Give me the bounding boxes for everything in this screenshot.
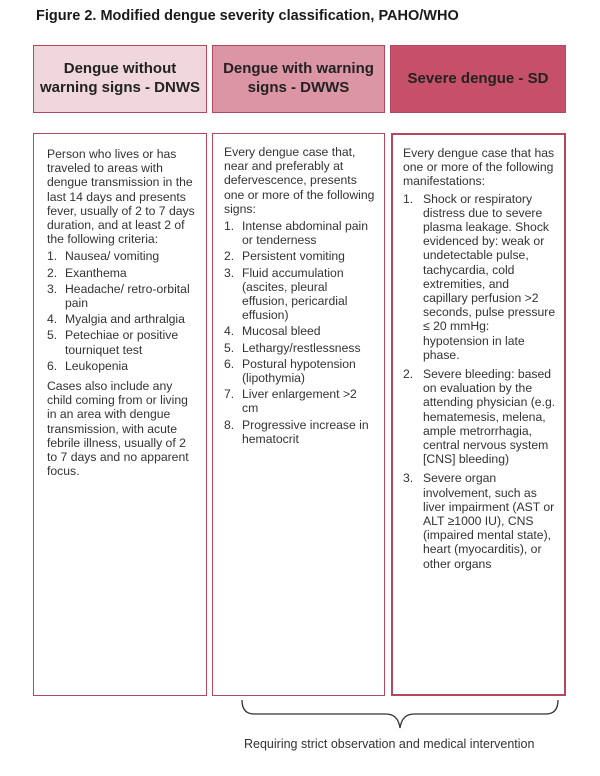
item-number: 2. [47, 265, 58, 280]
list-item [224, 324, 376, 338]
header-dwws-label: Dengue with warning signs - DWWS [223, 60, 374, 96]
item-number: 2. [403, 367, 414, 382]
header-dnws [33, 45, 207, 113]
item-text: Mucosal bleed [242, 324, 321, 339]
item-number: 8. [224, 417, 235, 432]
item-text: Leukopenia [65, 358, 129, 373]
footer-note: Requiring strict observation and medical intervention [244, 737, 535, 751]
item-text: Postural hypotension (lipothymia) [242, 356, 356, 386]
list-item [47, 282, 196, 310]
sd-intro: Every dengue case that has one or more of the following manifestations: [403, 146, 555, 189]
item-text: Persistent vomiting [242, 249, 345, 264]
list-item [47, 249, 196, 263]
dnws-criteria-list [47, 249, 196, 373]
item-number: 6. [47, 358, 58, 373]
sd-criteria-box [391, 133, 566, 696]
list-item [47, 328, 196, 356]
item-number: 7. [224, 387, 235, 402]
item-text: Progressive increase in hematocrit [242, 417, 369, 446]
list-item [47, 312, 196, 326]
item-text: Intense abdominal pain or tenderness [242, 219, 369, 248]
header-sd-label: Severe dengue - SD [407, 69, 549, 87]
dwws-intro: Every dengue case that, near and preferably at defervescence, presents one or more of the following signs: [224, 145, 375, 216]
dnws-extra-note: Cases also include any child coming from or living in an area with dengue transmission, with acute febrile illness, usually of 2 to 7 days and no apparent focus. [47, 379, 189, 479]
sd-criteria-list [403, 192, 556, 571]
list-item [403, 367, 556, 466]
list-item [47, 266, 196, 280]
dnws-intro: Person who lives or has traveled to areas with dengue transmission in the last 14 days and presents fever, usually of 2 to 7 days duration, and at least 2 of the following criteria: [47, 147, 195, 247]
item-number: 3. [47, 281, 58, 296]
item-number: 6. [224, 356, 235, 371]
list-item [224, 249, 376, 263]
list-item [224, 387, 376, 415]
header-dwws [212, 45, 385, 113]
item-text: Shock or respiratory distress due to severe plasma leakage. Shock evidenced by: weak or undetectable pulse, tachycardia, cold extremities, and capillary perfusion >2 seconds, pulse pressure ≤ 20 mmHg: hypotension in late phase. [423, 191, 556, 362]
item-number: 2. [224, 249, 235, 264]
item-number: 4. [47, 312, 58, 327]
item-text: Fluid accumulation (ascites, pleural effusion, pericardial effusion) [242, 265, 348, 323]
item-text: Severe organ involvement, such as liver impairment (AST or ALT ≥1000 IU), CNS (impaired mental state), heart (myocarditis), or other organs [423, 471, 555, 571]
item-number: 1. [403, 191, 414, 206]
list-item [224, 357, 376, 385]
item-text: Exanthema [65, 265, 127, 280]
item-text: Lethargy/restlessness [242, 340, 361, 355]
item-text: Petechiae or positive tourniquet test [65, 328, 179, 357]
item-number: 1. [47, 249, 58, 264]
dwws-criteria-box [212, 133, 385, 696]
list-item [224, 341, 376, 355]
header-sd [390, 45, 566, 113]
dnws-criteria-box [33, 133, 207, 696]
item-number: 4. [224, 324, 235, 339]
list-item [47, 359, 196, 373]
item-text: Nausea/ vomiting [65, 249, 160, 264]
header-dnws-label: Dengue without warning signs - DNWS [40, 60, 201, 96]
item-number: 3. [224, 265, 235, 280]
figure-title: Figure 2. Modified dengue severity classification, PAHO/WHO [36, 8, 459, 24]
curly-brace-icon [240, 698, 560, 734]
list-item [403, 192, 556, 362]
item-number: 3. [403, 471, 414, 486]
item-text: Headache/ retro-orbital pain [65, 281, 190, 311]
item-number: 1. [224, 219, 235, 234]
dwws-criteria-list [224, 219, 376, 446]
item-number: 5. [224, 340, 235, 355]
item-text: Liver enlargement >2 cm [242, 387, 357, 416]
item-text: Myalgia and arthralgia [65, 312, 185, 327]
item-number: 5. [47, 328, 58, 343]
list-item [224, 219, 376, 247]
list-item [224, 418, 376, 446]
list-item [224, 266, 376, 323]
item-text: Severe bleeding: based on evaluation by the attending physician (e.g. hematemesis, melena, ample metrorrhagia, central nervous system [CNS] bleeding) [423, 367, 556, 467]
list-item [403, 471, 556, 570]
